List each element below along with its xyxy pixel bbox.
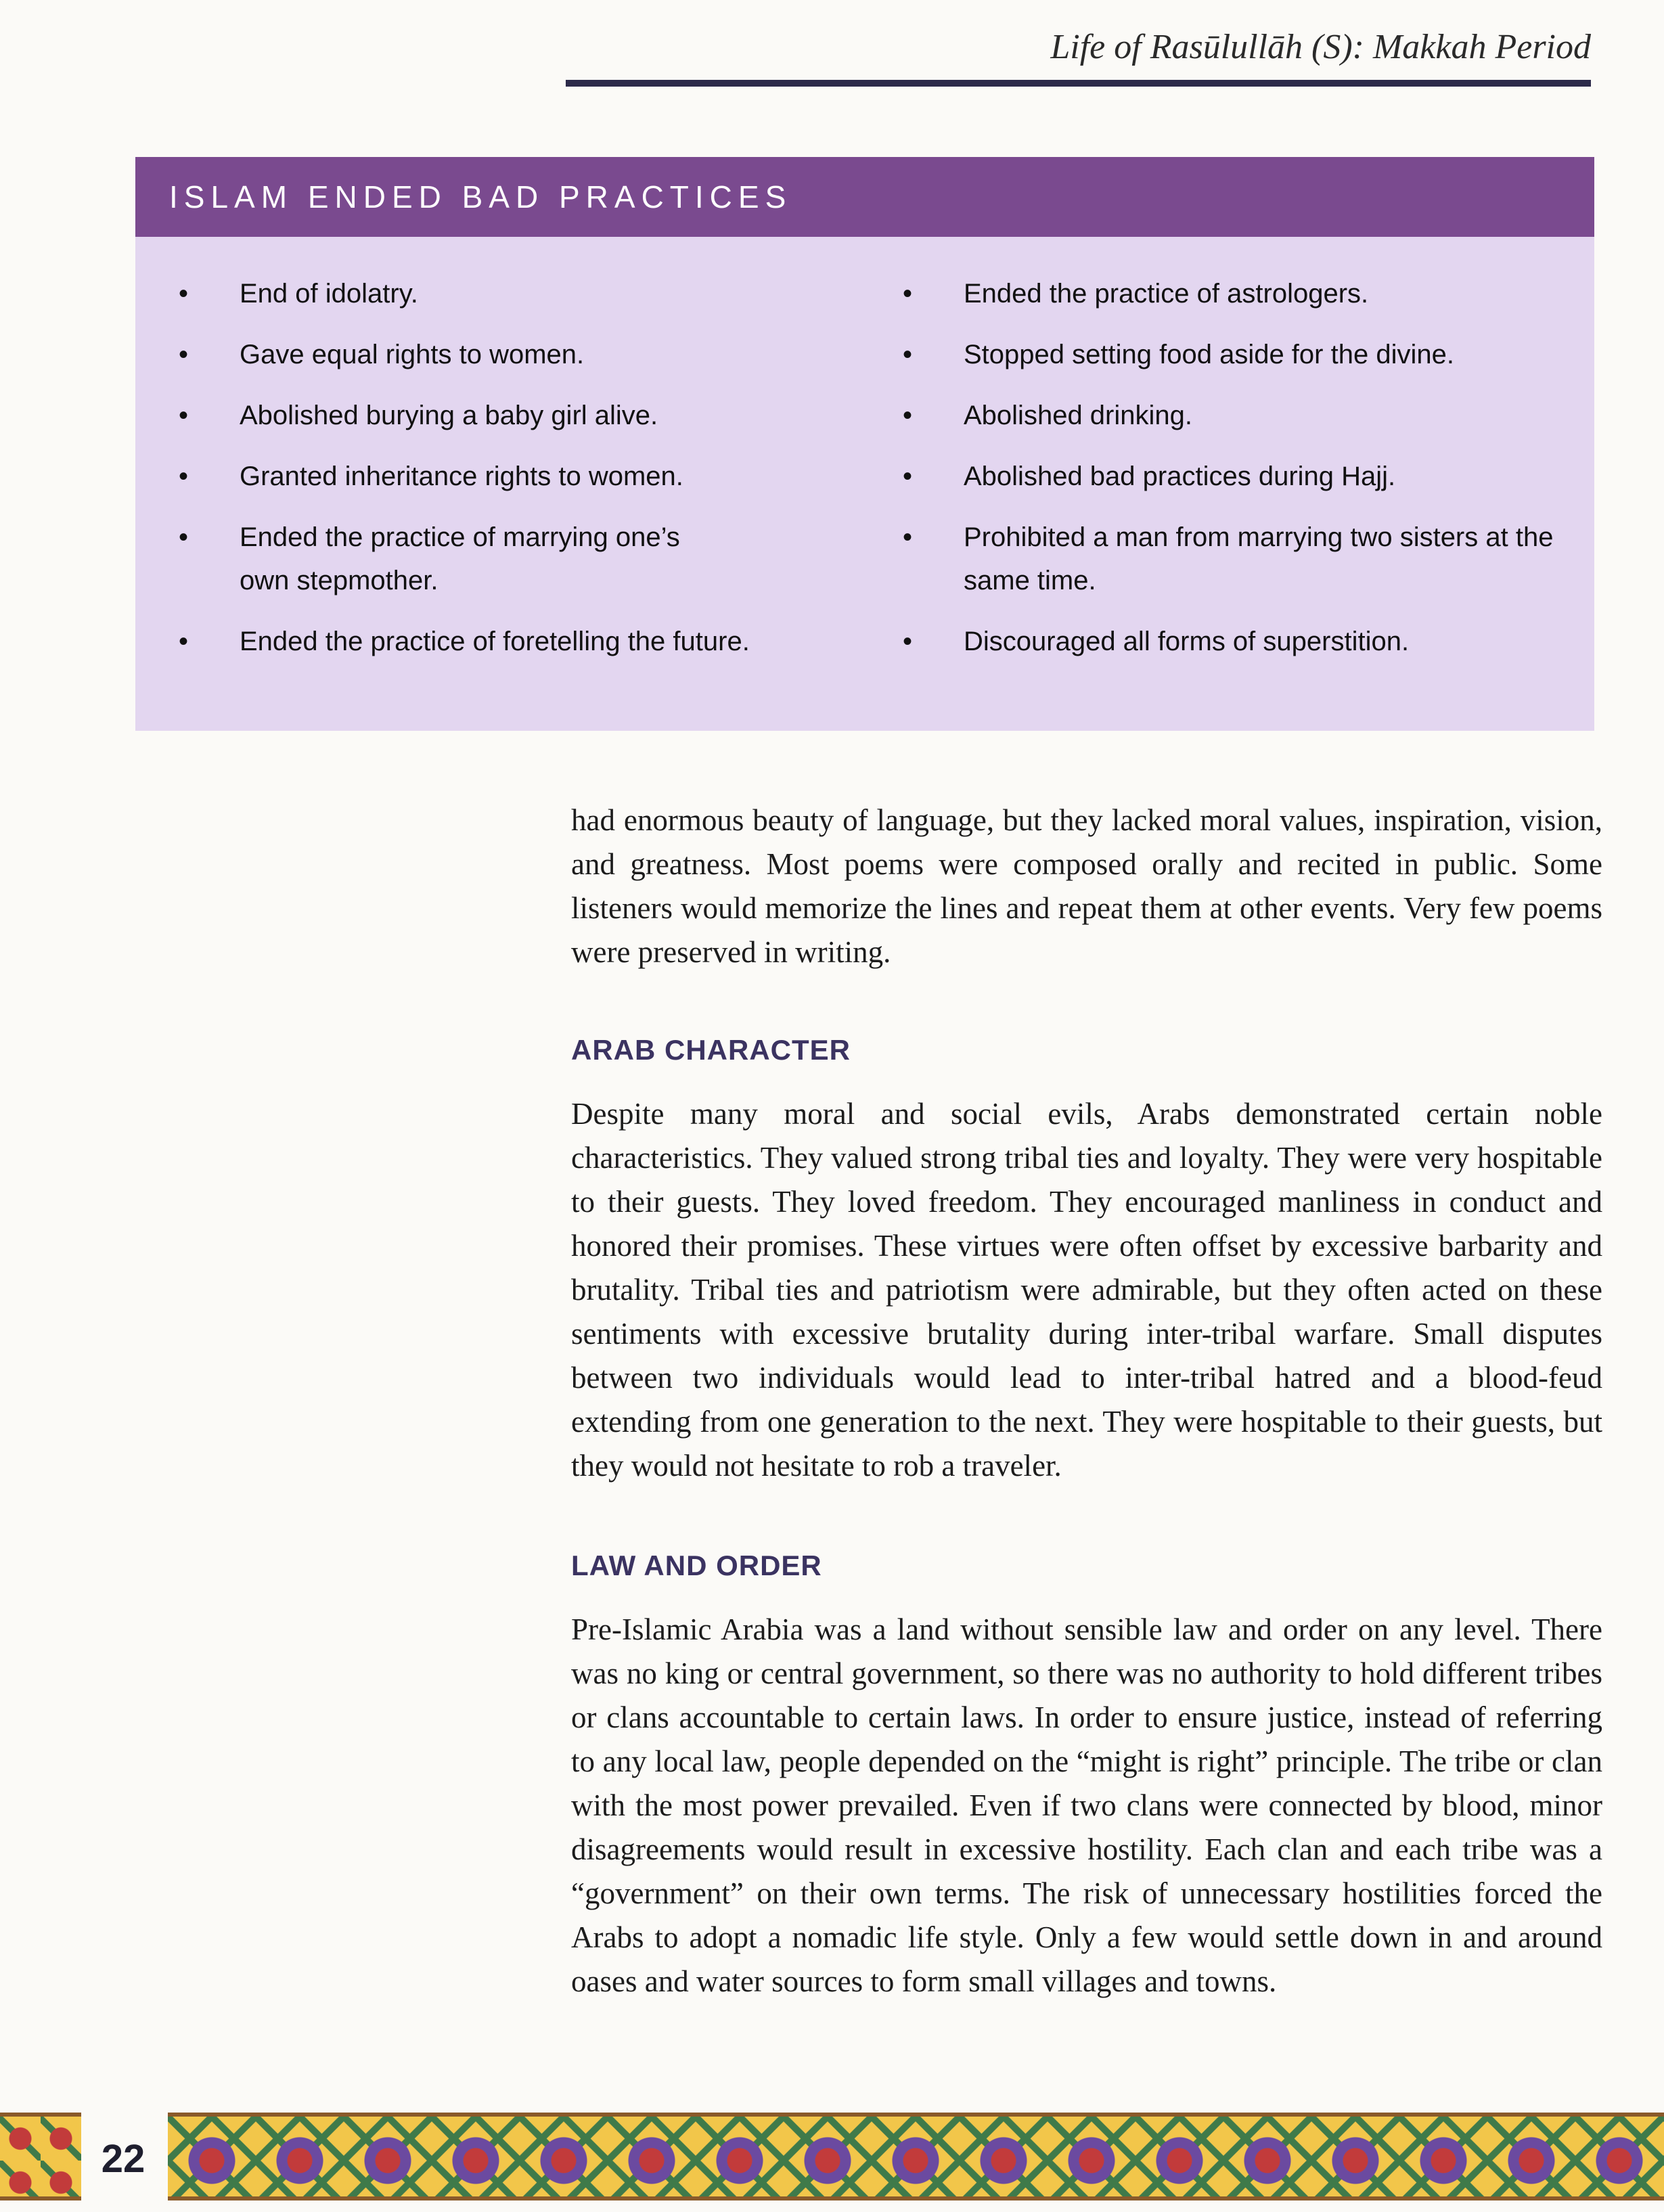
section-heading: ARAB CHARACTER xyxy=(571,1034,851,1066)
page-number: 22 xyxy=(101,2136,145,2181)
sidebar-right-list xyxy=(903,272,1579,681)
section-heading: LAW AND ORDER xyxy=(571,1550,822,1581)
sidebar-header xyxy=(135,157,1594,237)
sidebar-left-list xyxy=(179,272,869,681)
list-item: • Abolished drinking. xyxy=(903,394,1579,437)
list-item: • Granted inheritance rights to women. xyxy=(179,455,869,498)
section-law-and-order xyxy=(571,1550,1602,2004)
intro-paragraph: had enormous beauty of language, but they lacked moral values, inspiration, vision, and greatness. Most poems were composed orally and recited in public. Some listeners would memorize the lines and repeat them at other events. Very few poems were preserved in writing. xyxy=(571,803,1602,969)
list-item: • Gave equal rights to women. xyxy=(179,333,869,376)
list-item: • Abolished bad practices during Hajj. xyxy=(903,455,1579,498)
list-item: • Stopped setting food aside for the divine. xyxy=(903,333,1579,376)
sidebar-box xyxy=(135,157,1594,731)
list-item: • Ended the practice of foretelling the future. xyxy=(179,620,869,663)
sidebar-title: ISLAM ENDED BAD PRACTICES xyxy=(169,179,792,215)
list-item: • Abolished burying a baby girl alive. xyxy=(179,394,869,437)
section-paragraph: Despite many moral and social evils, Arabs demonstrated certain noble characteristics. They valued strong tribal ties and loyalty. They were very hospitable to their guests. They loved freedom. They encouraged manliness in conduct and honored their promises. These virtues were often offset by excessive barbarity and brutality. Tribal ties and patriotism were admirable, but they often acted on these sentiments with excessive brutality during inter-tribal warfare. Small disputes between two individuals would lead to inter-tribal hatred and a blood-feud extending from one generation to the next. They were hospitable to their guests, but they would not hesitate to rob a traveler. xyxy=(571,1097,1602,1483)
intro-paragraph-block xyxy=(571,798,1602,974)
section-paragraph: Pre-Islamic Arabia was a land without sensible law and order on any level. There was no king or central government, so there was no authority to hold different tribes or clans accountable to certain laws. In order to ensure justice, instead of referring to any local law, people depended on the “might is right” principle. The tribe or clan with the most power prevailed. Even if two clans were connected by blood, minor disagreements would result in excessive hostility. Each clan and each tribe was a “government” on their own terms. The risk of unnecessary hostilities forced the Arabs to adopt a nomadic life style. Only a few would settle down in and around oases and water sources to form small villages and towns. xyxy=(571,1612,1602,1998)
running-head: Life of Rasūlullāh (S): Makkah Period xyxy=(1050,28,1591,66)
list-item: • Discouraged all forms of superstition. xyxy=(903,620,1579,663)
list-item: • Ended the practice of marrying one’s own stepmother. xyxy=(179,516,727,602)
list-item: • Ended the practice of astrologers. xyxy=(903,272,1579,315)
footer-ornament-band xyxy=(168,2113,1664,2200)
section-arab-character xyxy=(571,1034,1602,1488)
list-item: • End of idolatry. xyxy=(179,272,869,315)
footer-ornament-left xyxy=(0,2113,81,2200)
header-rule xyxy=(566,80,1591,87)
list-item: • Prohibited a man from marrying two sisters at the same time. xyxy=(903,516,1579,602)
